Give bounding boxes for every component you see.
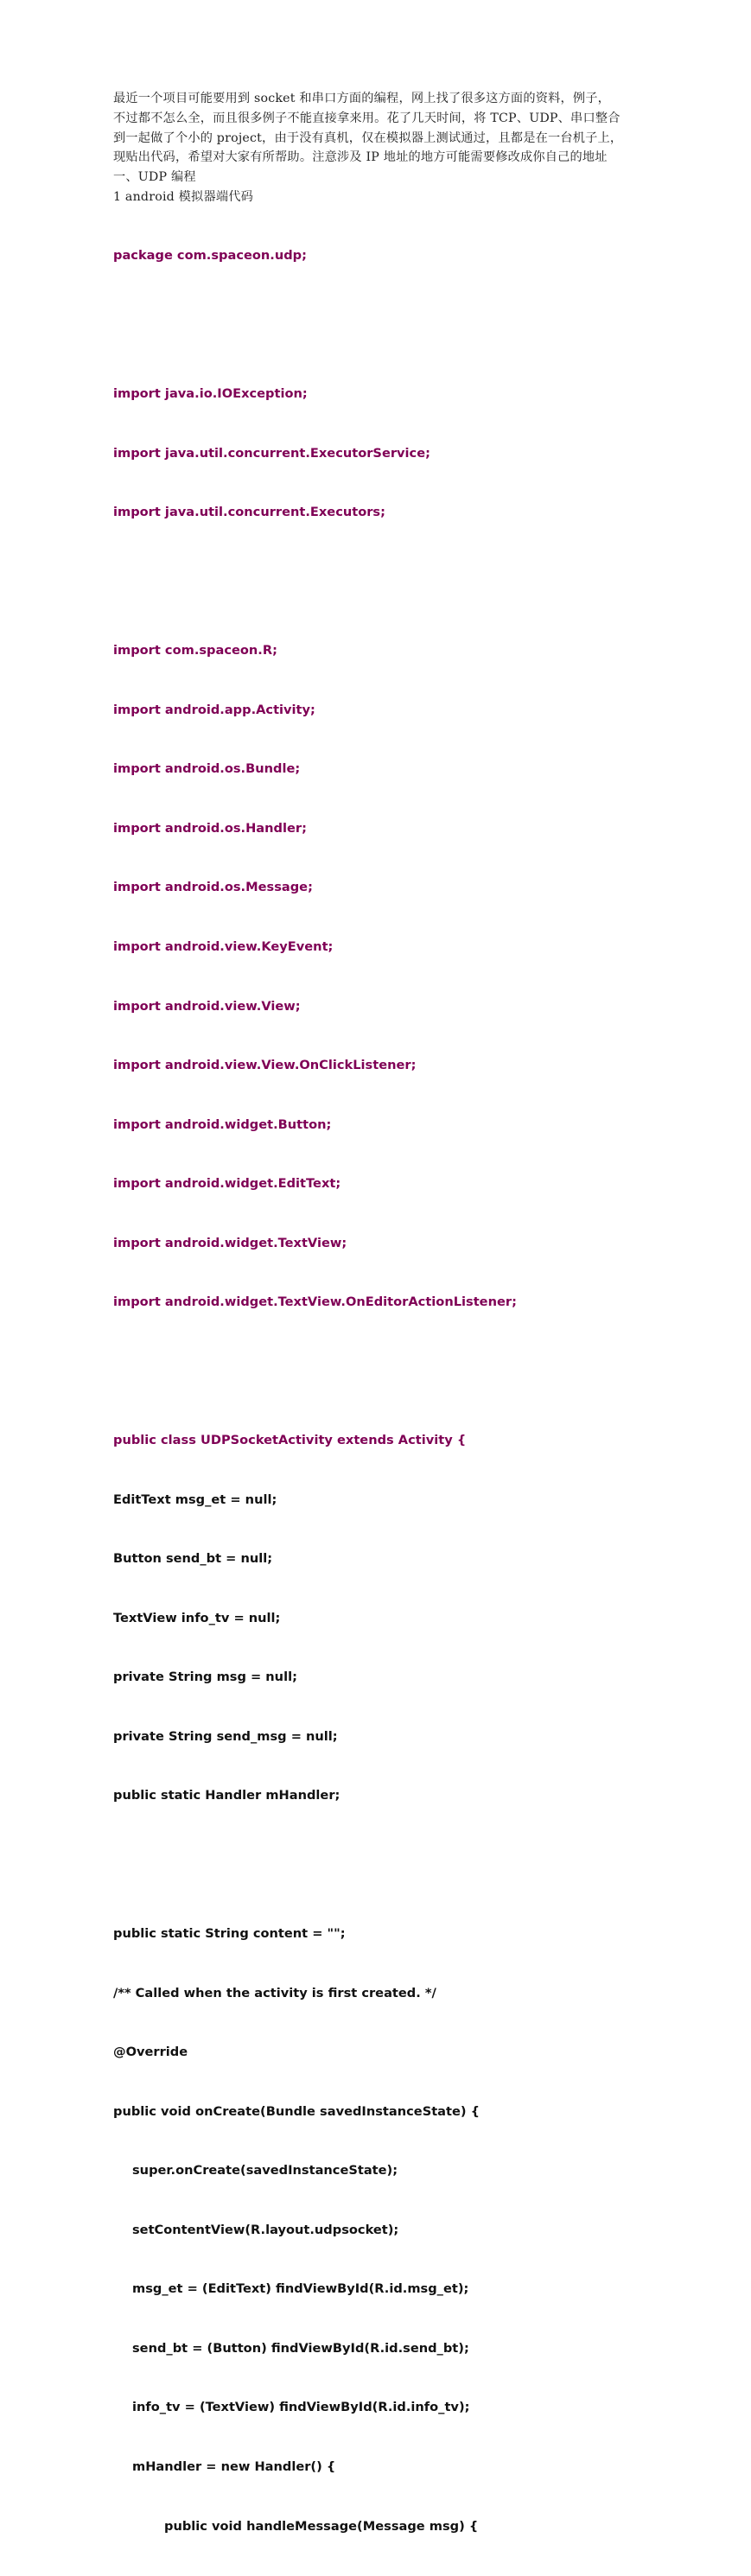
intro-line: 现贴出代码，希望对大家有所帮助。注意涉及 IP 地址的地方可能需要修改成你自己的地址 <box>113 150 608 165</box>
method-statement: mHandler = new Handler() { <box>132 2458 336 2474</box>
import-statement: import android.os.Message; <box>113 880 313 895</box>
document-body <box>113 89 642 2576</box>
method-statement: super.onCreate(savedInstanceState); <box>132 2163 398 2178</box>
import-statement: import android.widget.TextView; <box>113 1235 347 1250</box>
field-declaration: public static String content = ""; <box>113 1926 346 1942</box>
import-statement: import android.widget.Button; <box>113 1116 332 1132</box>
import-statement: import android.view.View.OnClickListener; <box>113 1058 417 1073</box>
import-statement: import android.view.View; <box>113 998 301 1014</box>
import-statement: import com.spaceon.R; <box>113 643 277 658</box>
method-statement: send_bt = (Button) findViewById(R.id.send_bt); <box>132 2340 469 2356</box>
field-declaration: Button send_bt = null; <box>113 1551 273 1567</box>
import-statement: import android.widget.EditText; <box>113 1176 341 1192</box>
blank-line <box>113 1846 642 1866</box>
method-statement: info_tv = (TextView) findViewById(R.id.info_tv); <box>132 2400 470 2415</box>
class-declaration: public class UDPSocketActivity extends Activity { <box>113 1433 467 1448</box>
import-statement: import java.util.concurrent.Executors; <box>113 505 385 520</box>
intro-line: 到一起做了个小的 project，由于没有真机，仅在模拟器上测试通过，且都是在一台机子上， <box>113 130 623 145</box>
method-statement: setContentView(R.layout.udpsocket); <box>132 2222 399 2237</box>
import-statement: import java.util.concurrent.ExecutorService; <box>113 445 430 461</box>
import-statement: import android.view.KeyEvent; <box>113 939 334 954</box>
field-declaration: EditText msg_et = null; <box>113 1492 277 1507</box>
subsection-heading: 1 android 模拟器端代码 <box>113 189 253 204</box>
import-statement: import android.app.Activity; <box>113 702 315 717</box>
field-declaration: private String send_msg = null; <box>113 1728 338 1744</box>
import-statement: import android.os.Bundle; <box>113 761 301 777</box>
doc-comment: /** Called when the activity is first created. */ <box>113 1985 436 2000</box>
intro-paragraph <box>113 89 642 207</box>
field-declaration: public static Handler mHandler; <box>113 1788 340 1803</box>
import-statement: import android.os.Handler; <box>113 820 307 836</box>
field-declaration: TextView info_tv = null; <box>113 1610 281 1625</box>
method-declaration: public void onCreate(Bundle savedInstanceState) { <box>113 2103 481 2119</box>
method-declaration: public void handleMessage(Message msg) { <box>164 2518 479 2534</box>
package-statement: package com.spaceon.udp; <box>113 248 307 264</box>
method-statement: msg_et = (EditText) findViewById(R.id.msg_et); <box>132 2281 469 2297</box>
field-declaration: private String msg = null; <box>113 1670 297 1685</box>
code-listing <box>113 207 642 2576</box>
blank-line <box>113 563 642 582</box>
section-heading: 一、UDP 编程 <box>113 170 196 185</box>
intro-line: 不过都不怎么全，而且很多例子不能直接拿来用。花了几天时间，将 TCP、UDP、串口整合 <box>113 111 621 125</box>
intro-line: 最近一个项目可能要用到 socket 和串口方面的编程，网上找了很多这方面的资料，例子， <box>113 92 611 105</box>
blank-line <box>113 1352 642 1372</box>
import-statement: import java.io.IOException; <box>113 386 308 402</box>
annotation: @Override <box>113 2045 188 2060</box>
import-statement: import android.widget.TextView.OnEditorActionListener; <box>113 1294 517 1310</box>
blank-line <box>113 306 642 326</box>
